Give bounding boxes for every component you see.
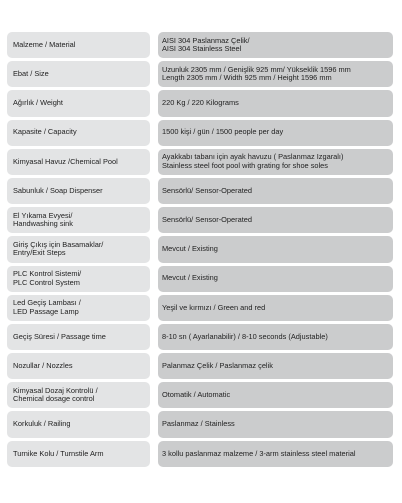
spec-row-entry-exit-steps	[7, 236, 393, 262]
spec-value: Sensörlü/ Sensor-Operated	[158, 178, 393, 204]
spec-value: Otomatik / Automatic	[158, 382, 393, 408]
spec-row-nozzles	[7, 353, 393, 379]
spec-label: Malzeme / Material	[7, 32, 150, 58]
spec-row-plc-control	[7, 266, 393, 292]
spec-value: AISI 304 Paslanmaz Çelik/ AISI 304 Stainless Steel	[158, 32, 393, 58]
spec-row-railing	[7, 411, 393, 437]
spec-label: PLC Kontrol Sistemi/ PLC Control System	[7, 266, 150, 292]
spec-label: Kapasite / Capacity	[7, 120, 150, 146]
spec-label: Geçiş Süresi / Passage time	[7, 324, 150, 350]
spec-label: Giriş Çıkış için Basamaklar/ Entry/Exit Steps	[7, 236, 150, 262]
spec-label: Sabunluk / Soap Dispenser	[7, 178, 150, 204]
spec-label: Korkuluk / Railing	[7, 411, 150, 437]
spec-row-capacity	[7, 120, 393, 146]
spec-value: Uzunluk 2305 mm / Genişlik 925 mm/ Yükseklik 1596 mm Length 2305 mm / Width 925 mm / Height 1596 mm	[158, 61, 393, 87]
spec-value: Paslanmaz / Stainless	[158, 411, 393, 437]
spec-label: Nozullar / Nozzles	[7, 353, 150, 379]
spec-label: Ağırlık / Weight	[7, 90, 150, 116]
spec-label: Turnike Kolu / Turnstile Arm	[7, 441, 150, 467]
spec-row-chemical-dosage	[7, 382, 393, 408]
spec-value: 1500 kişi / gün / 1500 people per day	[158, 120, 393, 146]
spec-value: 8-10 sn ( Ayarlanabilir) / 8-10 seconds (Adjustable)	[158, 324, 393, 350]
spec-value: Mevcut / Existing	[158, 236, 393, 262]
spec-row-chemical-pool	[7, 149, 393, 175]
spec-label: Kimyasal Havuz /Chemical Pool	[7, 149, 150, 175]
spec-row-turnstile-arm	[7, 441, 393, 467]
spec-label: Led Geçiş Lambası / LED Passage Lamp	[7, 295, 150, 321]
spec-value: 220 Kg / 220 Kilograms	[158, 90, 393, 116]
spec-row-soap-dispenser	[7, 178, 393, 204]
spec-value: Ayakkabı tabanı için ayak havuzu ( Paslanmaz Izgaralı) Stainless steel foot pool with grating for shoe soles	[158, 149, 393, 175]
spec-value: 3 kollu paslanmaz malzeme / 3-arm stainless steel material	[158, 441, 393, 467]
spec-row-weight	[7, 90, 393, 116]
spec-label: Kimyasal Dozaj Kontrolü / Chemical dosage control	[7, 382, 150, 408]
spec-row-size	[7, 61, 393, 87]
spec-value: Palanmaz Çelik / Paslanmaz çelik	[158, 353, 393, 379]
spec-label: El Yıkama Evyesi/ Handwashing sink	[7, 207, 150, 233]
spec-row-led-lamp	[7, 295, 393, 321]
spec-value: Yeşil ve kırmızı / Green and red	[158, 295, 393, 321]
spec-table	[7, 32, 393, 470]
spec-label: Ebat / Size	[7, 61, 150, 87]
spec-row-handwashing-sink	[7, 207, 393, 233]
spec-value: Sensörlü/ Sensor-Operated	[158, 207, 393, 233]
spec-row-passage-time	[7, 324, 393, 350]
spec-value: Mevcut / Existing	[158, 266, 393, 292]
spec-row-material	[7, 32, 393, 58]
